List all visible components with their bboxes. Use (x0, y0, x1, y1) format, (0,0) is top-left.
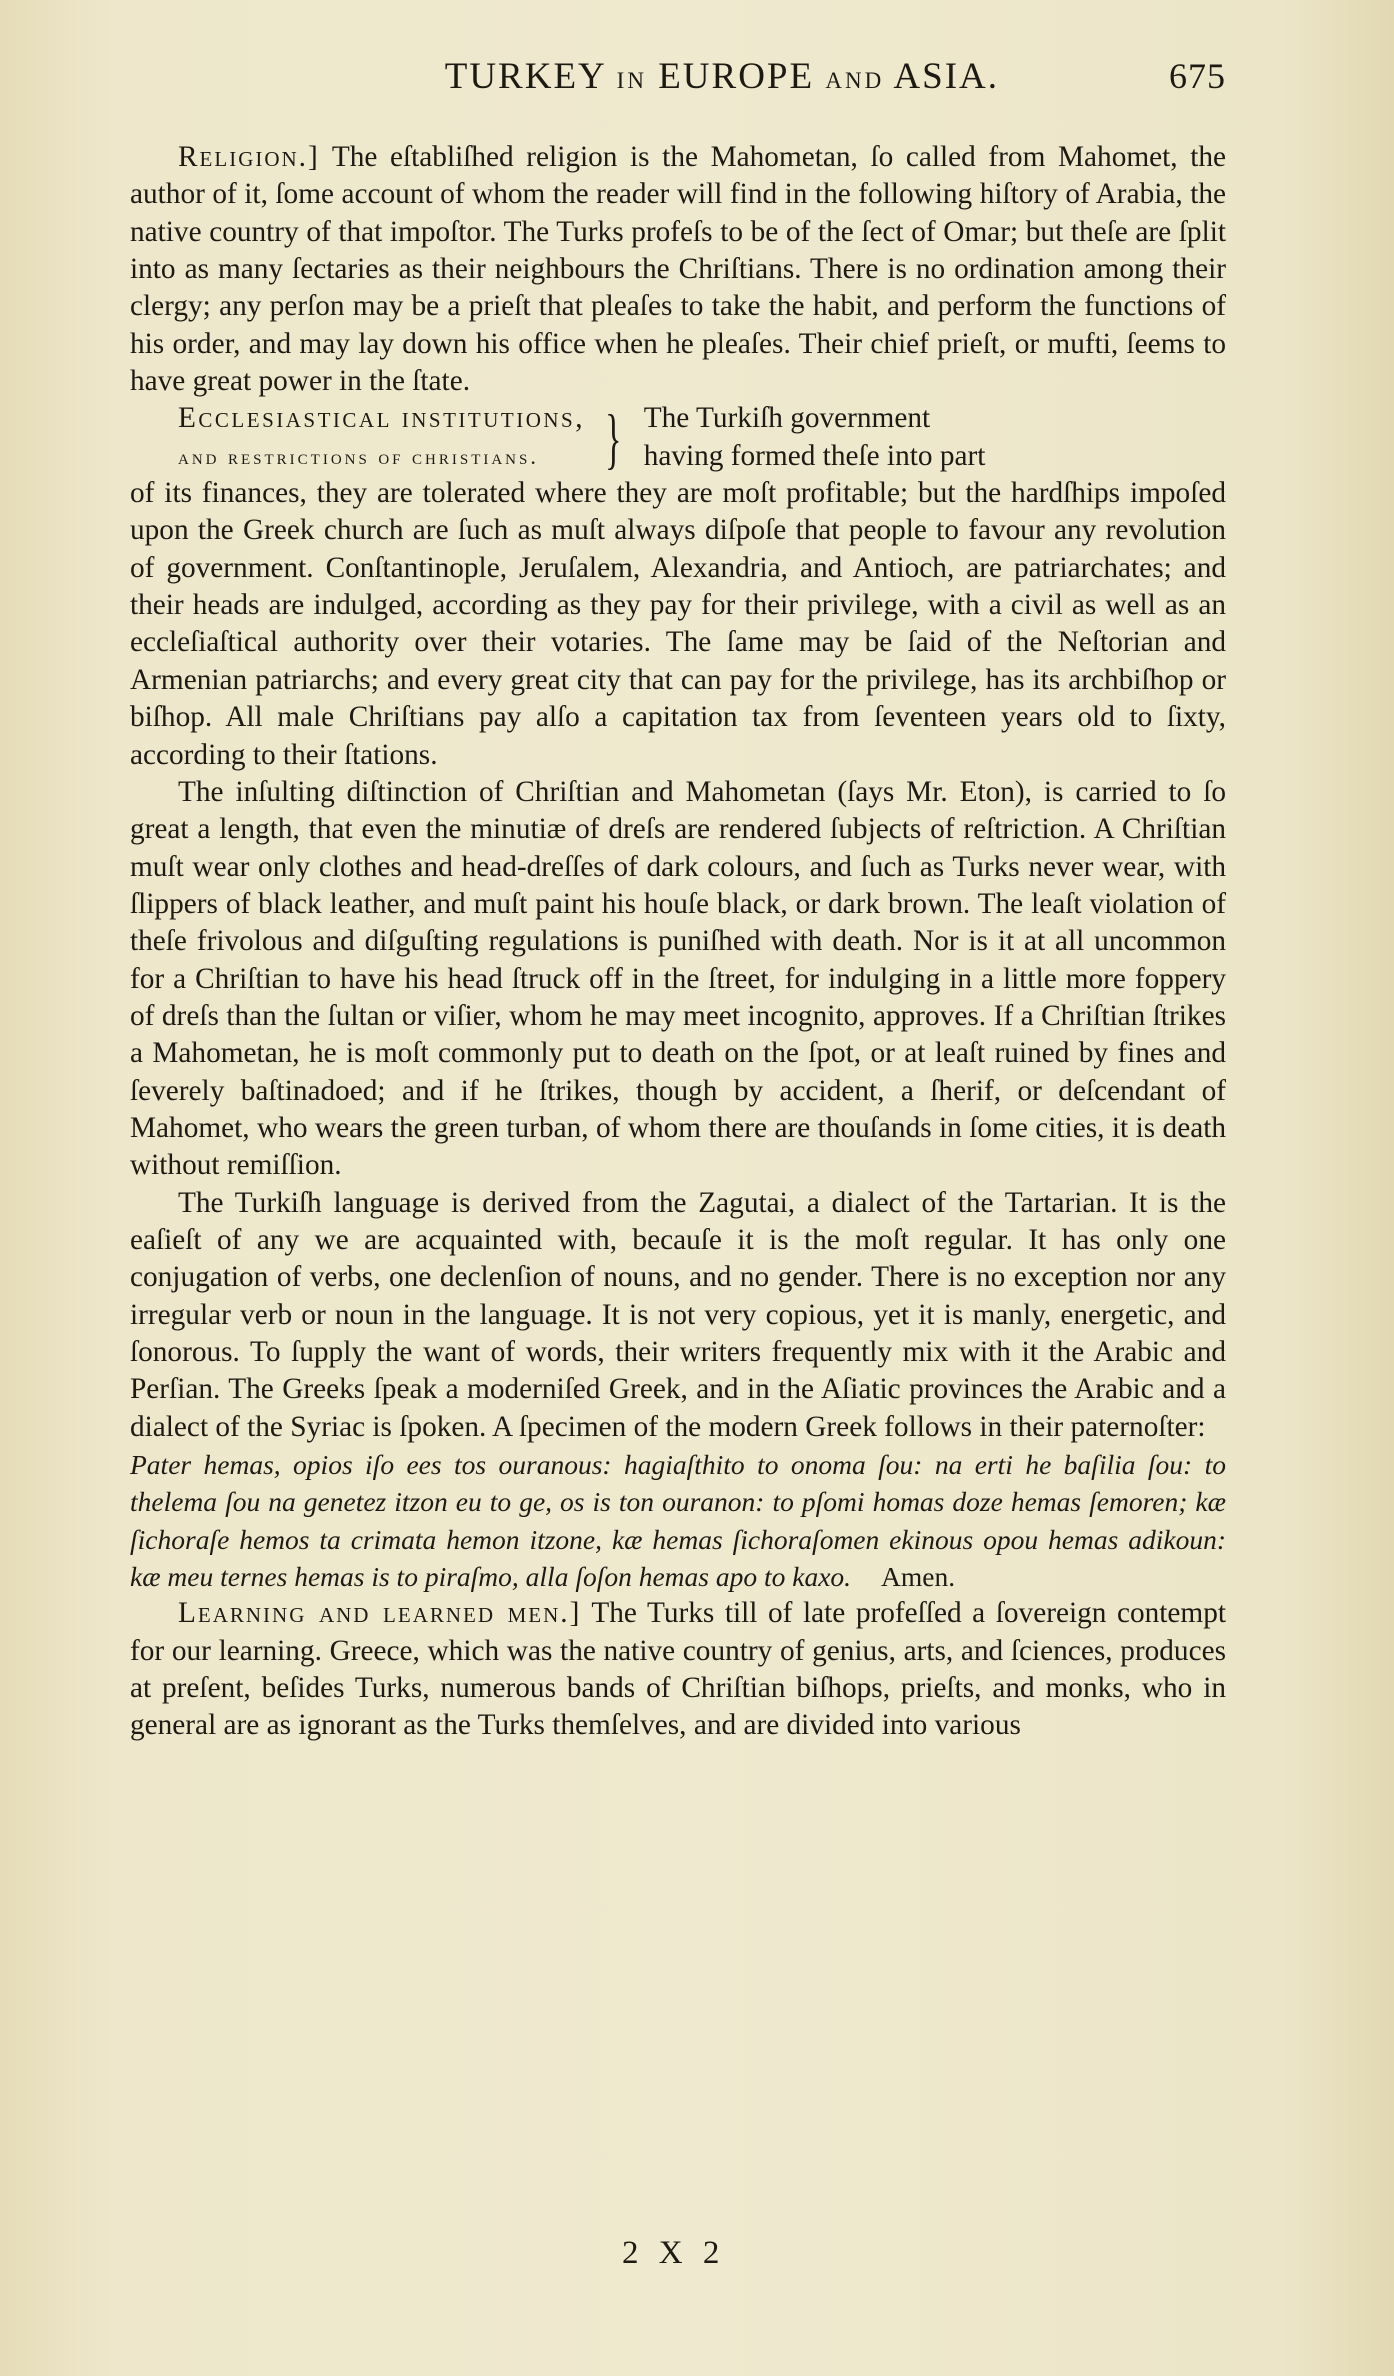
sidehead-ecclesiastical (130, 400, 1226, 475)
sidehead-labels (130, 400, 585, 475)
page-number: 675 (1169, 56, 1226, 96)
paragraph-text: The eſtabliſhed religion is the Mahometan, ſo called from Mahomet, the author of it, ſome account of whom the reader will find in the following hiſtory of Arabia, the native country of that impoſtor. The Turks profeſs to be of the ſect of Omar; but theſe are ſplit into as many ſectaries as their neighbours the Chriſtians. There is no ordination among their clergy; any perſon may be a prieſt that pleaſes to take the habit, and perform the functions of his order, and may lay down his office when he pleaſes. Their chief prieſt, or mufti, ſeems to have great power in the ſtate. (130, 141, 1226, 398)
running-title-part: TURKEY (444, 56, 617, 97)
running-title-and: AND (825, 68, 885, 93)
lead-line-2: having formed theſe into part (643, 439, 986, 472)
paternoster-text: Pater hemas, opios iſo ees tos ouranous: hagiaſthito to onoma ſou: na erti he baſilia ſou: to thelema ſou na genetez itzon eu to ge, os is ton ouranon: to pſomi homas doze hemas ſemoren; kæ ſichoraſe hemos ta crimata hemon itzone, kæ hemas ſichoraſomen ekinous opou hemas adikoun: kæ meu ternes hemas is to piraſmo, alla ſoſon hemas apo to kaxo. (130, 1449, 1226, 1593)
paragraph-text: The Turks till of late profeſſed a ſovereign contempt for our learning. Greece, which was the native country of genius, arts, and ſciences, produces at preſent, beſides Turks, numerous bands of Chriſtian biſhops, prieſts, and monks, who in general are as ignorant as the Turks themſelves, and are divided into various (130, 1597, 1226, 1742)
running-title-in: IN (616, 68, 647, 93)
paragraph-insulting-distinction: The inſulting diſtinction of Chriſtian and Mahometan (ſays Mr. Eton), is carried to ſo great a length, that even the minutiæ of dreſs are rendered ſubjects of reſtriction. A Chriſtian muſt wear only clothes and head-dreſſes of dark colours, and ſuch as Turks never wear, with ſlippers of black leather, and muſt paint his houſe black, or dark brown. The leaſt violation of theſe frivolous and diſguſting regulations is puniſhed with death. Nor is it at all uncommon for a Chriſtian to have his head ſtruck off in the ſtreet, for indulging in a little more foppery of dreſs than the ſultan or viſier, whom he may meet incognito, approves. If a Chriſtian ſtrikes a Mahometan, he is moſt commonly put to death on the ſpot, or at leaſt ruined by fines and ſeverely baſtinadoed; and if he ſtrikes, though by accident, a ſherif, or deſcendant of Mahomet, who wears the green turban, of whom there are thouſands in ſome cities, it is death without remiſſion. (130, 775, 1226, 1182)
sidehead-learning: Learning and learned men.] (178, 1597, 582, 1630)
paternoster-specimen (130, 1446, 1226, 1595)
paragraph-learning (130, 1595, 1226, 1744)
lead-line-1: The Turkiſh government (643, 402, 931, 435)
paragraph-language: The Turkiſh language is derived from the Zagutai, a dialect of the Tartarian. It is the eaſieſt of any we are acquainted with, becauſe it is the moſt regular. It has only one conjugation of verbs, one declenſion of nouns, and no gender. There is no exception nor any irregular verb or noun in the language. It is not very copious, yet it is manly, energetic, and ſonorous. To ſupply the want of words, their writers frequently mix with it the Arabic and Perſian. The Greeks ſpeak a moderniſed Greek, and in the Aſiatic provinces the Arabic and a dialect of the Syriac is ſpoken. A ſpecimen of the modern Greek follows in their paternoſter: (130, 1186, 1226, 1443)
page-body (130, 139, 1226, 1745)
sidehead-line-2: and restrictions of christians. (178, 443, 539, 469)
running-header (130, 55, 1226, 115)
paternoster-amen: Amen. (881, 1561, 956, 1593)
running-title-part: EUROPE (646, 56, 826, 97)
running-title-part: ASIA. (884, 56, 999, 97)
sidehead-lead-text (644, 400, 1226, 475)
paragraph-religion (130, 139, 1226, 400)
brace-glyph: } (605, 399, 622, 476)
sidehead-religion: Religion.] (178, 141, 320, 173)
signature-mark: 2 X 2 (622, 2235, 726, 2271)
sidehead-line-1: Ecclesiastical institutions, (178, 402, 586, 435)
running-title (445, 55, 999, 98)
paragraph-ecclesiastical: of its finances, they are tolerated where they are moſt profitable; but the hardſhips impoſed upon the Greek church are ſuch as muſt always diſpoſe that people to favour any revolution of government. Conſtantinople, Jeruſalem, Alexandria, and Antioch, are patriarchates; and their heads are indulged, according as they pay for their privilege, with a civil as well as an eccleſiaſtical authority over their votaries. The ſame may be ſaid of the Neſtorian and Armenian patriarchs; and every great city that can pay for the privilege, has its archbiſhop or biſhop. All male Chriſtians pay alſo a capitation tax from ſeventeen years old to ſixty, according to their ſtations. (130, 477, 1226, 771)
